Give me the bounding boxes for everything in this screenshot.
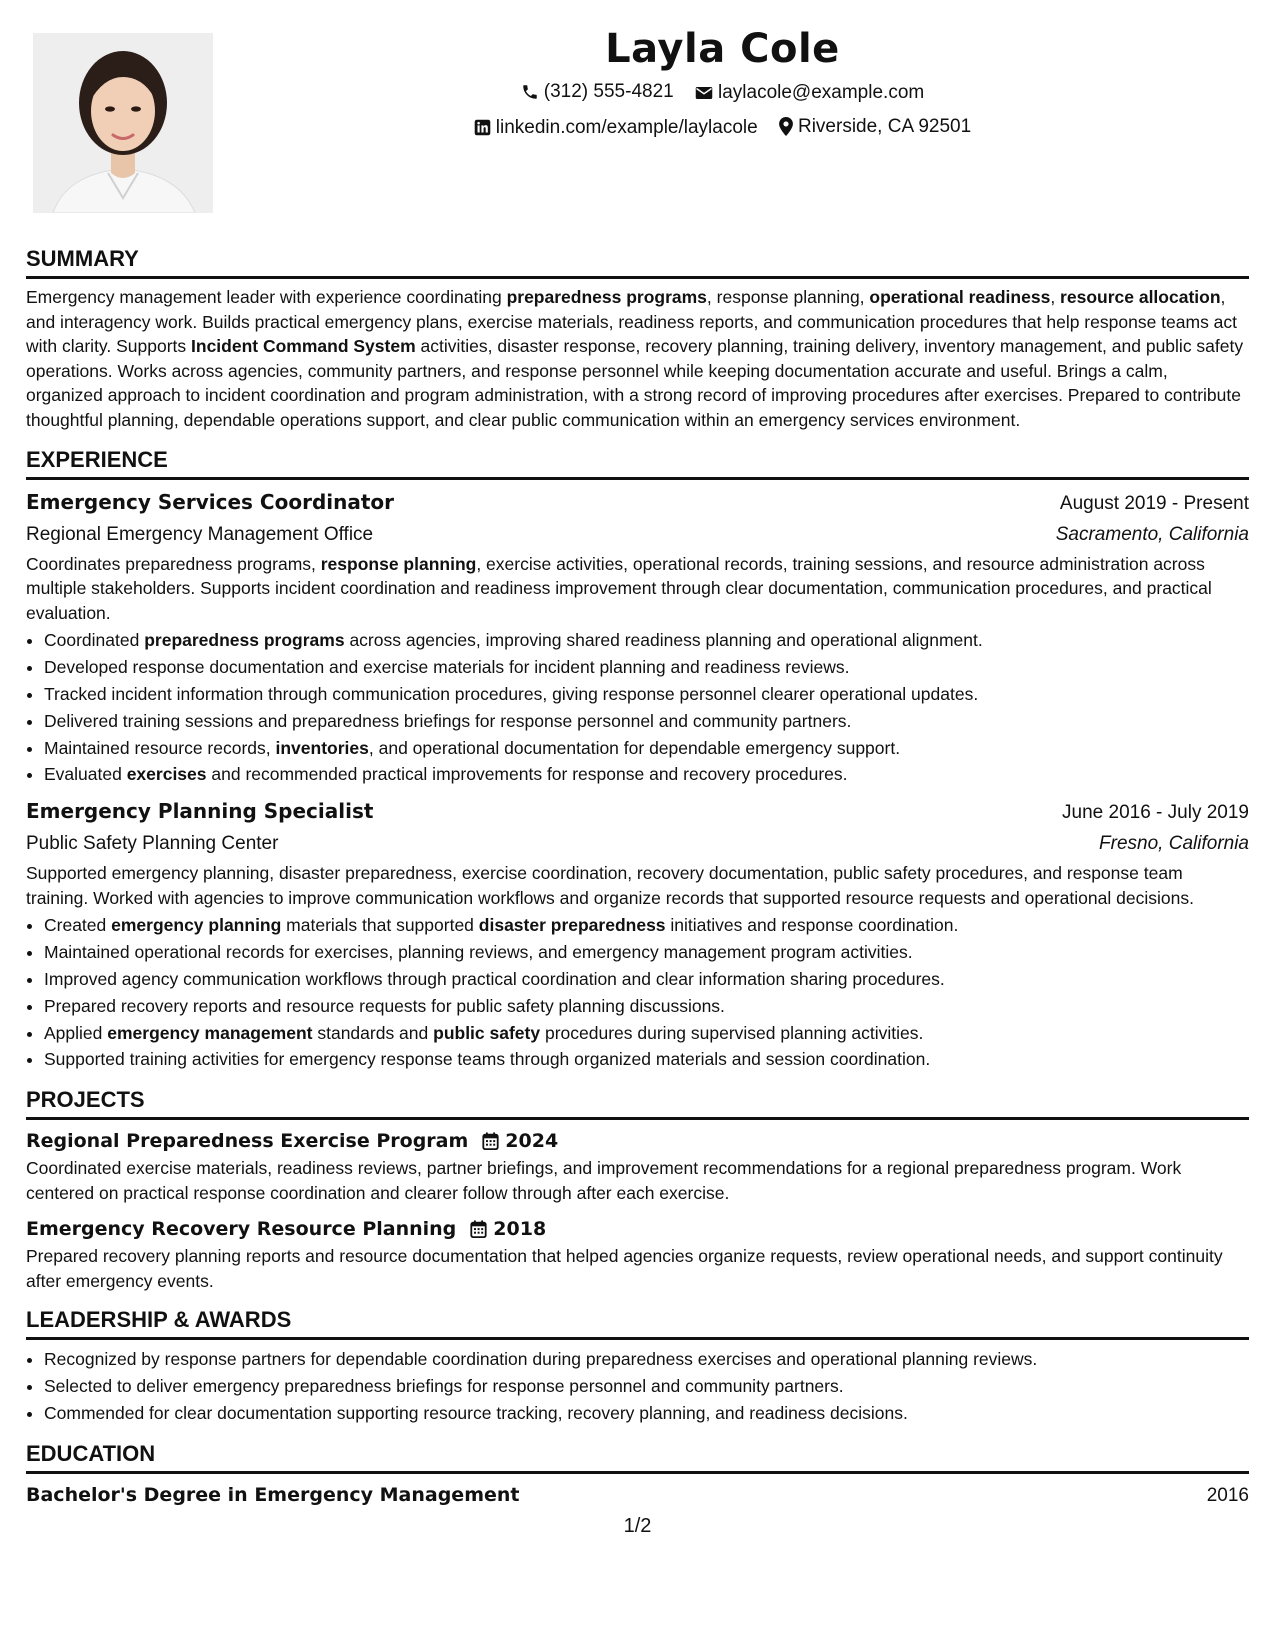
bold-text: inventories	[275, 737, 369, 758]
project-title: Regional Preparedness Exercise Program	[26, 1130, 469, 1153]
bullet-item	[44, 912, 1249, 939]
envelope-icon	[695, 85, 713, 101]
map-pin-icon	[779, 117, 793, 136]
project-title: Emergency Recovery Resource Planning	[26, 1218, 457, 1241]
text-run: , exercise activities, operational records, training sessions, and resource administration across multiple stakeholders. Supports incident coordination and readiness improvement through clear documentation, communication procedures, and practical evaluation.	[26, 553, 1212, 623]
project-description: Coordinated exercise materials, readiness reviews, partner briefings, and improvement recommendations for a regional preparedness program. Work centered on practical response coordination and clearer follow through after each exercise.	[26, 1158, 1182, 1203]
education-entry	[26, 1480, 1249, 1511]
job-org-row	[26, 520, 1249, 550]
section-divider	[26, 276, 1249, 279]
bold-text: preparedness programs	[506, 287, 707, 307]
bullet-item	[44, 627, 1249, 654]
location-item	[779, 111, 971, 142]
job-organization: Public Safety Planning Center	[26, 833, 279, 855]
job-description	[26, 861, 1249, 910]
resume-header	[230, 22, 1215, 146]
text-run: across agencies, improving shared readiness planning and operational alignment.	[344, 630, 983, 651]
project-title-row	[26, 1214, 1249, 1244]
text-run: Applied	[44, 1022, 108, 1043]
list-item: • Commended for clear documentation supporting resource tracking, recovery planning, and readiness decisions.	[44, 1400, 1249, 1427]
education-section	[26, 1439, 1249, 1511]
list-item: • Recognized by response partners for dependable coordination during preparedness exercises and operational planning reviews.	[44, 1346, 1249, 1373]
text-run: Tracked incident information through communication procedures, giving response personnel clearer operational updates.	[44, 683, 979, 704]
text-run: Emergency management leader with experience coordinating	[26, 287, 507, 307]
section-divider	[26, 477, 1249, 480]
job-dates: June 2016 - July 2019	[1062, 802, 1249, 824]
bullet-item	[44, 761, 1249, 788]
bold-text: exercises	[126, 764, 207, 785]
summary-heading: SUMMARY	[26, 246, 139, 271]
job-bullets	[26, 627, 1249, 788]
candidate-name: Layla Cole	[605, 26, 840, 72]
text-run: Delivered training sessions and preparedness briefings for response personnel and community partners.	[44, 710, 852, 731]
contact-line-2	[230, 111, 1215, 146]
text-run: , response planning,	[706, 287, 870, 307]
calendar-icon	[482, 1132, 499, 1150]
job-title: Emergency Services Coordinator	[26, 489, 395, 514]
bullet-item	[44, 1046, 1249, 1073]
text-run: activities, disaster response, recovery planning, training delivery, inventory management, and public safety operations. Works across agencies, community partners, and response personnel while keeping documentation accurate and useful. Brings a calm, organized approach to incident coordination and program administration, with a strong record of improving procedures after exercises. Prepared to contribute thoughtful planning, dependable operations support, and clear public communication within an emergency services environment.	[26, 336, 1244, 430]
bold-text: response planning	[320, 553, 477, 574]
job-title-row	[26, 795, 1249, 829]
text-run: Coordinates preparedness programs,	[26, 553, 321, 574]
job-title-row	[26, 486, 1249, 520]
leadership-heading: LEADERSHIP & AWARDS	[26, 1307, 292, 1333]
phone-icon	[521, 83, 539, 101]
contact-line-1	[230, 76, 1215, 111]
resume-body	[26, 244, 1249, 1511]
text-run: , and operational documentation for dependable emergency support.	[368, 737, 901, 758]
bold-text: emergency planning	[111, 915, 282, 936]
phone-item	[521, 76, 674, 107]
job-title: Emergency Planning Specialist	[26, 799, 374, 824]
project-title-row	[26, 1126, 1249, 1156]
text-run: materials that supported	[281, 915, 479, 936]
bold-text: resource allocation	[1060, 287, 1221, 307]
bullet-item	[44, 681, 1249, 708]
text-run: standards and	[312, 1022, 434, 1043]
section-divider	[26, 1471, 1249, 1474]
bullet-item	[44, 654, 1249, 681]
section-divider	[26, 1117, 1249, 1120]
text-run: , and interagency work. Builds practical emergency plans, exercise materials, readiness reports, and communication procedures that help response teams act with clarity. Supports	[26, 287, 1238, 357]
project-year: 2018	[493, 1218, 547, 1241]
text-run: ,	[1050, 287, 1061, 307]
experience-heading: EXPERIENCE	[26, 446, 168, 472]
summary-text	[26, 285, 1249, 433]
job-description	[26, 552, 1249, 626]
linkedin-text: linkedin.com/example/laylacole	[495, 116, 758, 138]
linkedin-item[interactable]	[474, 112, 758, 143]
text-run: Created	[44, 915, 112, 936]
leadership-section	[26, 1305, 1249, 1426]
job-entry	[26, 486, 1249, 789]
bullet-item	[44, 966, 1249, 993]
job-location: Fresno, California	[1099, 833, 1249, 855]
bold-text: Incident Command System	[191, 336, 416, 357]
education-degree: Bachelor's Degree in Emergency Management	[26, 1483, 520, 1506]
text-run: Evaluated	[44, 764, 127, 785]
leadership-list	[26, 1346, 1249, 1426]
text-run: initiatives and response coordination.	[665, 915, 959, 936]
list-item: • Selected to deliver emergency preparedness briefings for response personnel and community partners.	[44, 1373, 1249, 1400]
bullet-item	[44, 735, 1249, 762]
portrait-image	[33, 33, 213, 213]
phone-text: (312) 555-4821	[543, 81, 674, 102]
projects-heading: PROJECTS	[26, 1087, 145, 1113]
summary-section	[26, 244, 1249, 433]
text-run: Supported training activities for emergency response teams through organized materials and session coordination.	[44, 1049, 931, 1070]
text-run: procedures during supervised planning activities.	[540, 1022, 924, 1043]
bold-text: public safety	[433, 1022, 541, 1043]
text-run: Maintained resource records,	[44, 737, 276, 758]
text-run: Prepared recovery reports and resource requests for public safety planning discussions.	[44, 995, 725, 1016]
calendar-icon	[470, 1220, 487, 1238]
job-entry	[26, 795, 1249, 1073]
experience-section	[26, 445, 1249, 1074]
job-location: Sacramento, California	[1055, 523, 1249, 545]
page-number: 1/2	[623, 1515, 652, 1537]
text-run: and recommended practical improvements for response and recovery procedures.	[206, 764, 848, 785]
job-bullets	[26, 912, 1249, 1073]
text-run: Coordinated	[44, 630, 145, 651]
job-dates: August 2019 - Present	[1059, 492, 1249, 514]
bold-text: operational readiness	[869, 287, 1051, 307]
bullet-item	[44, 993, 1249, 1020]
project-year: 2024	[505, 1130, 559, 1153]
profile-photo	[33, 33, 213, 213]
education-year: 2016	[1206, 1484, 1249, 1506]
text-run: Improved agency communication workflows through practical coordination and clear information sharing procedures.	[44, 968, 945, 989]
projects-section	[26, 1085, 1249, 1293]
bold-text: emergency management	[107, 1022, 313, 1043]
job-organization: Regional Emergency Management Office	[26, 523, 374, 545]
bullet-item	[44, 708, 1249, 735]
bullet-item	[44, 939, 1249, 966]
text-run: Developed response documentation and exercise materials for incident planning and readiness reviews.	[44, 657, 850, 678]
bullet-item	[44, 1020, 1249, 1047]
education-heading: EDUCATION	[26, 1440, 156, 1466]
project-entry	[26, 1126, 1249, 1205]
email-text: laylacole@example.com	[718, 82, 925, 103]
project-description: Prepared recovery planning reports and resource documentation that helped agencies organize requests, review operational needs, and support continuity after emergency events.	[26, 1246, 1223, 1291]
job-org-row	[26, 829, 1249, 859]
text-run: Supported emergency planning, disaster preparedness, exercise coordination, recovery documentation, public safety procedures, and response team training. Worked with agencies to improve communication workflows and organize records that supported resource requests and operational decisions.	[26, 863, 1194, 908]
bold-text: preparedness programs	[144, 630, 345, 651]
email-item[interactable]	[695, 77, 924, 108]
project-entry	[26, 1214, 1249, 1293]
section-divider	[26, 1337, 1249, 1340]
text-run: Maintained operational records for exercises, planning reviews, and emergency management program activities.	[44, 942, 913, 963]
linkedin-icon	[474, 119, 491, 136]
bold-text: disaster preparedness	[478, 915, 666, 936]
location-text: Riverside, CA 92501	[797, 115, 972, 137]
